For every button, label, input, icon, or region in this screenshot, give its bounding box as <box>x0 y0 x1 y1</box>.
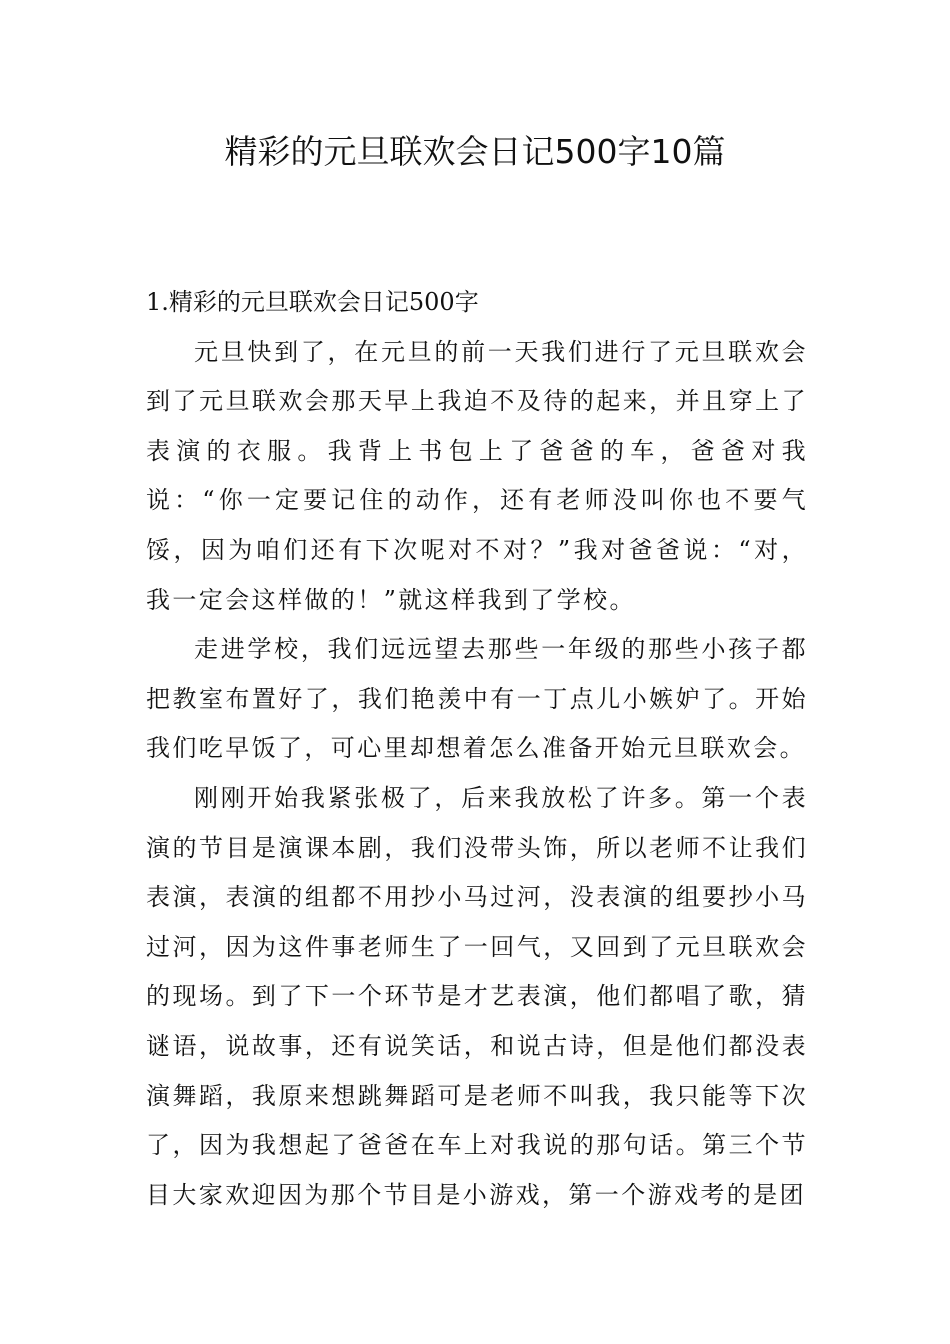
paragraph: 元旦快到了，在元旦的前一天我们进行了元旦联欢会到了元旦联欢会那天早上我迫不及待的起来，并且穿上了表演的衣服。我背上书包上了爸爸的车，爸爸对我说：“你一定要记住的动作，还有老师没叫你也不要气馁，因为咱们还有下次呢对不对？”我对爸爸说：“对，我一定会这样做的！”就这样我到了学校。 <box>146 337 808 614</box>
document-title: 精彩的元旦联欢会日记500字10篇 <box>224 132 726 171</box>
paragraph: 刚刚开始我紧张极了，后来我放松了许多。第一个表演的节目是演课本剧，我们没带头饰，所以老师不让我们表演，表演的组都不用抄小马过河，没表演的组要抄小马过河，因为这件事老师生了一回气，又回到了元旦联欢会的现场。到了下一个环节是才艺表演，他们都唱了歌，猜谜语，说故事，还有说笑话，和说古诗，但是他们都没表演舞蹈，我原来想跳舞蹈可是老师不叫我，我只能等下次了，因为我想起了爸爸在车上对我说的那句话。第三个节目大家欢迎因为那个节目是小游戏，第一个游戏考的是团 <box>146 783 808 1209</box>
document-body <box>146 278 808 1220</box>
section-heading: 1.精彩的元旦联欢会日记500字 <box>146 288 479 316</box>
paragraph: 走进学校，我们远远望去那些一年级的那些小孩子都把教室布置好了，我们艳羡中有一丁点儿小嫉妒了。开始我们吃早饭了，可心里却想着怎么准备开始元旦联欢会。 <box>146 635 808 763</box>
